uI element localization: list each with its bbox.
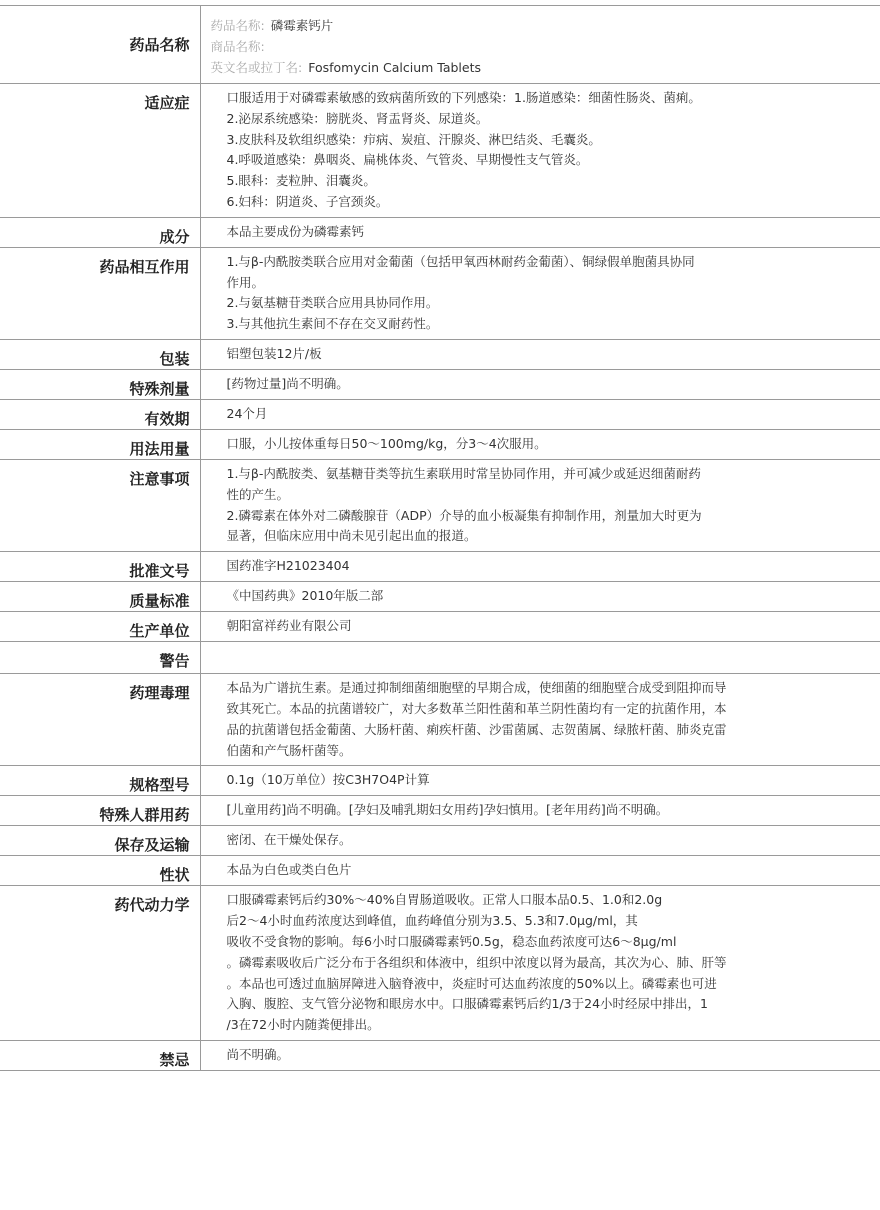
info-row (0, 217, 880, 247)
drug-name-row (0, 6, 880, 84)
row-label: 性状 (0, 856, 200, 886)
info-row (0, 84, 880, 218)
row-value (200, 369, 880, 399)
row-label: 药理毒理 (0, 674, 200, 766)
row-value (200, 642, 880, 674)
value-line: 。磷霉素吸收后广泛分布于各组织和体液中，组织中浓度以肾为最高，其次为心、肺、肝等 (226, 954, 727, 970)
info-row (0, 612, 880, 642)
value-line: 4.呼吸道感染：鼻咽炎、扁桃体炎、气管炎、早期慢性支气管炎。 (226, 152, 589, 168)
row-label: 包装 (0, 339, 200, 369)
row-value (200, 459, 880, 551)
row-label: 药代动力学 (0, 886, 200, 1041)
value-line: 铝塑包装12片/板 (226, 345, 322, 361)
info-row (0, 826, 880, 856)
value-line: 致其死亡。本品的抗菌谱较广，对大多数革兰阳性菌和革兰阴性菌均有一定的抗菌作用，本 (226, 700, 727, 716)
value-line: 口服磷霉素钙后约30%～40%自胃肠道吸收。正常人口服本品0.5、1.0和2.0g (226, 892, 663, 908)
info-row (0, 642, 880, 674)
row-value (200, 886, 880, 1041)
value-line: 2.泌尿系统感染：膀胱炎、肾盂肾炎、尿道炎。 (226, 110, 489, 126)
value-line: 朝阳富祥药业有限公司 (226, 618, 352, 634)
row-label: 批准文号 (0, 552, 200, 582)
info-row (0, 399, 880, 429)
generic-name-value: 磷霉素钙片 (270, 18, 334, 33)
value-line: 0.1g（10万单位）按C3H7O4P计算 (226, 772, 430, 788)
value-line: 本品主要成份为磷霉素钙 (226, 223, 365, 239)
value-line: [药物过量]尚不明确。 (226, 375, 349, 391)
drug-name-values (200, 6, 880, 84)
value-line: 。本品也可透过血脑屏障进入脑脊液中，炎症时可达血药浓度的50%以上。磷霉素也可进 (226, 975, 717, 991)
info-row (0, 856, 880, 886)
value-line: 2.与氨基糖苷类联合应用具协同作用。 (226, 295, 439, 311)
english-name-line (211, 57, 871, 78)
info-row (0, 247, 880, 339)
value-line: 尚不明确。 (226, 1046, 290, 1062)
row-value (200, 1040, 880, 1070)
row-value (200, 766, 880, 796)
value-line: 后2～4小时血药浓度达到峰值，血药峰值分别为3.5、5.3和7.0μg/ml，其 (226, 913, 638, 929)
value-line: 3.皮肤科及软组织感染：疖病、炭疽、汗腺炎、淋巴结炎、毛囊炎。 (226, 131, 601, 147)
value-line: 3.与其他抗生素间不存在交叉耐药性。 (226, 316, 439, 332)
row-value (200, 399, 880, 429)
row-label: 警告 (0, 642, 200, 674)
row-value (200, 856, 880, 886)
value-line: 性的产生。 (226, 486, 290, 502)
row-value (200, 796, 880, 826)
info-row (0, 886, 880, 1041)
value-line: 国药准字H21023404 (226, 558, 350, 574)
english-name-value: Fosfomycin Calcium Tablets (308, 60, 482, 75)
value-line: 1.与β-内酰胺类、氨基糖苷类等抗生素联用时常呈协同作用，并可减少或延迟细菌耐药 (226, 465, 701, 481)
row-value (200, 612, 880, 642)
row-label: 用法用量 (0, 429, 200, 459)
row-label: 生产单位 (0, 612, 200, 642)
value-line: 口服适用于对磷霉素敏感的致病菌所致的下列感染：1.肠道感染：细菌性肠炎、菌痢。 (226, 90, 701, 105)
row-value (200, 552, 880, 582)
info-row (0, 766, 880, 796)
generic-name-line (211, 15, 871, 36)
row-value (200, 339, 880, 369)
info-row (0, 429, 880, 459)
value-line: 24个月 (226, 405, 268, 421)
row-value (200, 429, 880, 459)
row-label: 药品相互作用 (0, 247, 200, 339)
row-label: 质量标准 (0, 582, 200, 612)
row-label: 禁忌 (0, 1040, 200, 1070)
row-value (200, 217, 880, 247)
info-row (0, 582, 880, 612)
value-line: 口服，小儿按体重每日50～100mg/kg，分3～4次服用。 (226, 435, 547, 451)
row-label: 适应症 (0, 84, 200, 218)
row-label: 保存及运输 (0, 826, 200, 856)
value-line: 本品为白色或类白色片 (226, 862, 352, 878)
row-value (200, 826, 880, 856)
english-name-label: 英文名或拉丁名: (210, 60, 303, 75)
row-label: 特殊人群用药 (0, 796, 200, 826)
info-row (0, 459, 880, 551)
row-label: 注意事项 (0, 459, 200, 551)
info-row (0, 339, 880, 369)
value-line: 1.与β-内酰胺类联合应用对金葡菌（包括甲氧西林耐药金葡菌）、铜绿假单胞菌具协同 (226, 253, 695, 269)
value-line: 密闭、在干燥处保存。 (226, 832, 352, 848)
generic-name-label: 药品名称: (210, 18, 265, 33)
row-label: 规格型号 (0, 766, 200, 796)
value-line: 入胸、腹腔、支气管分泌物和眼房水中。口服磷霉素钙后约1/3于24小时经尿中排出，1 (226, 996, 708, 1012)
value-line: 显著，但临床应用中尚未见引起出血的报道。 (226, 528, 477, 544)
value-line: 本品为广谱抗生素。是通过抑制细菌细胞壁的早期合成，使细菌的细胞壁合成受到阻抑而导 (226, 680, 727, 696)
value-line: 《中国药典》2010年版二部 (226, 588, 384, 604)
value-line: 2.磷霉素在体外对二磷酸腺苷（ADP）介导的血小板凝集有抑制作用，剂量加大时更为 (226, 507, 702, 523)
info-row (0, 552, 880, 582)
value-line: [儿童用药]尚不明确。[孕妇及哺乳期妇女用药]孕妇慎用。[老年用药]尚不明确。 (226, 802, 669, 818)
row-label-drug-name: 药品名称 (0, 6, 200, 84)
value-line: 品的抗菌谱包括金葡菌、大肠杆菌、痢疾杆菌、沙雷菌属、志贺菌属、绿脓杆菌、肺炎克雷 (226, 721, 727, 737)
drug-info-table (0, 5, 880, 1071)
row-value (200, 247, 880, 339)
value-line: 伯菌和产气肠杆菌等。 (226, 742, 352, 758)
trade-name-label: 商品名称: (210, 39, 265, 54)
info-row (0, 674, 880, 766)
value-line: /3在72小时内随粪便排出。 (226, 1017, 380, 1033)
row-label: 成分 (0, 217, 200, 247)
value-line: 作用。 (226, 274, 265, 290)
info-row (0, 1040, 880, 1070)
row-value (200, 84, 880, 218)
info-row (0, 369, 880, 399)
row-label: 有效期 (0, 399, 200, 429)
trade-name-line (211, 36, 871, 57)
row-value (200, 674, 880, 766)
row-value (200, 582, 880, 612)
row-label: 特殊剂量 (0, 369, 200, 399)
value-line: 6.妇科：阴道炎、子宫颈炎。 (226, 193, 389, 209)
value-line: 5.眼科：麦粒肿、泪囊炎。 (226, 173, 376, 189)
drug-info-page (0, 5, 880, 1071)
info-row (0, 796, 880, 826)
value-line: 吸收不受食物的影响。每6小时口服磷霉素钙0.5g，稳态血药浓度可达6～8μg/ml (226, 933, 677, 949)
